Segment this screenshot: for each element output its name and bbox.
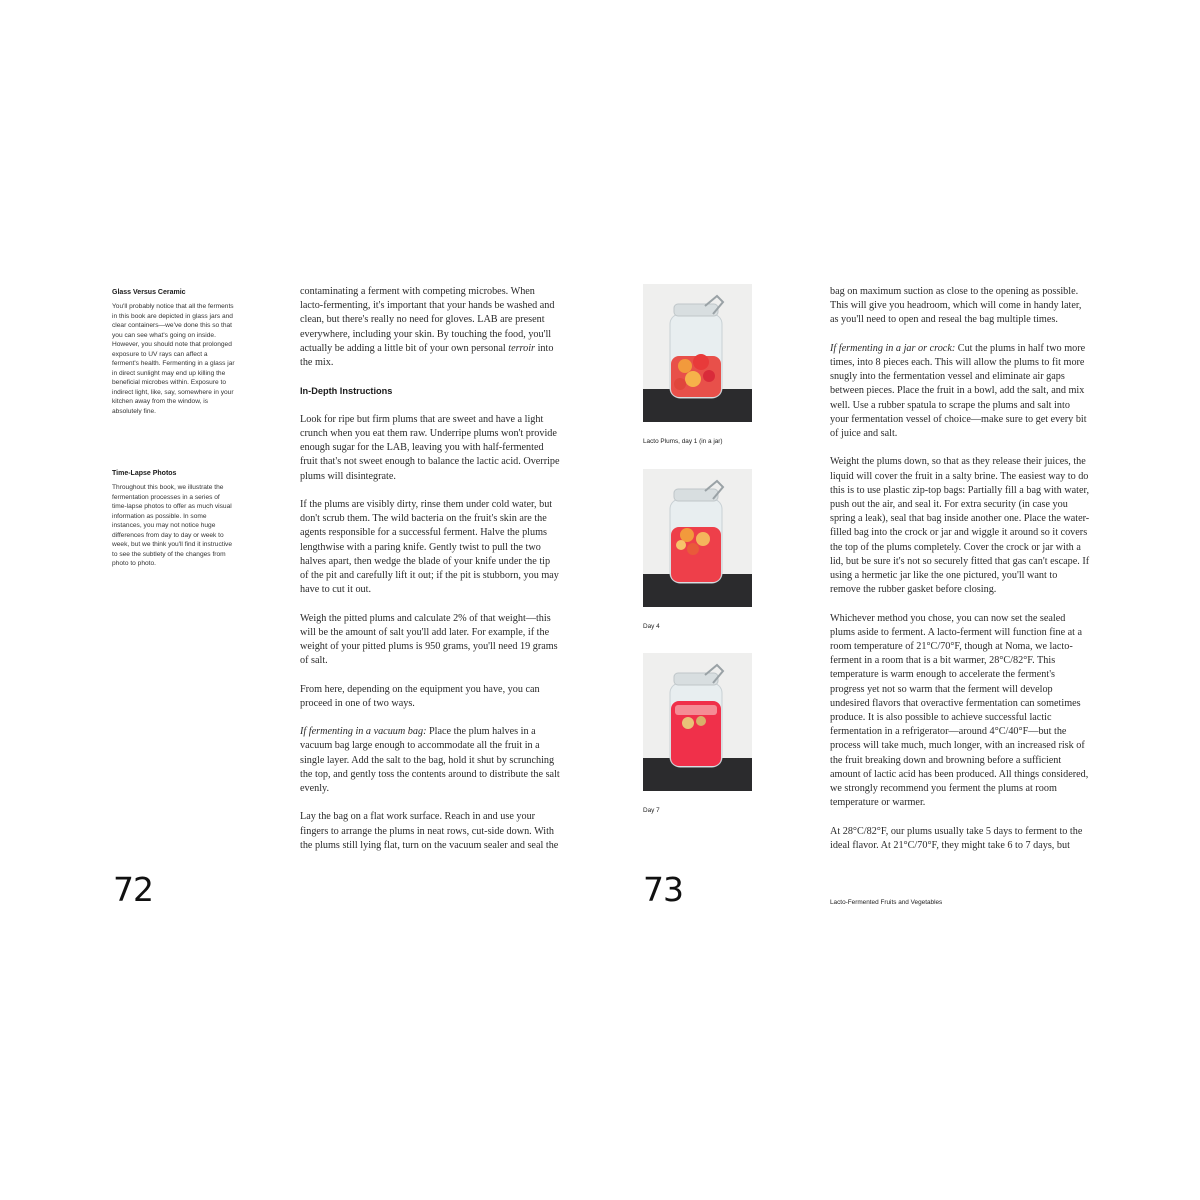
body-paragraph: If fermenting in a jar or crock: Cut the plums in half two more times, into 8 pieces each. This will allow the plums to fit more snugly into the fermentation vessel and eliminate air gaps between pieces. Place the fruit in a bowl, add the salt, and mix well. Use a rubber spatula to scrape the plums and salt into your fermentation vessel of choice—make sure to get every bit of juice and salt. xyxy=(830,342,1087,440)
body-paragraph: Whichever method you chose, you can now set the sealed plums aside to ferment. A lacto-ferment will function fine at a room temperature of 21°C/70°F, though at Noma, we lacto-ferment in a room that is a bit warmer, 28°C/82°F. This temperature is warm enough to accelerate the ferment's progress yet not so warm that the ferment will develop undesired flavors that overactive fermentation can sometimes produce. It is also possible to achieve successful lactic fermentation in a refrigerator—around 4°C/40°F—but the process will take much, much longer, with an increased risk of the fruit breaking down and browning before a sufficient amount of lactic acid has been produced. All things considered, we strongly recommend you ferment the plums at room temperature or warmer. xyxy=(830,612,1089,809)
jar-illustration xyxy=(643,284,752,422)
jar-illustration xyxy=(643,653,752,791)
body-paragraph: Weight the plums down, so that as they release their juices, the liquid will cover the fruit in a salty brine. The easiest way to do this is to use plastic zip-top bags: Partially fill a bag with water, push out the air, and seal it. For extra security (in case you spring a leak), seal that bag inside another one. Place the water-filled bag into the crock or jar and wiggle it around so it covers the top of the plums completely. Cover the crock or jar with a lid, but be sure it's not so securely fitted that gas can't escape. If using a hermetic jar like the one pictured, you'll want to remove the rubber gasket before closing. xyxy=(830,456,1090,596)
photo-caption: Day 7 xyxy=(643,807,660,814)
page-number-left: 72 xyxy=(113,870,153,909)
jar-photo-day-1 xyxy=(643,284,752,422)
sidebar-heading-time-lapse: Time-Lapse Photos xyxy=(112,470,177,477)
photo-caption: Lacto Plums, day 1 (in a jar) xyxy=(643,438,723,445)
right-body-column xyxy=(830,285,1090,867)
running-footer: Lacto-Fermented Fruits and Vegetables xyxy=(830,899,943,906)
left-body-column xyxy=(300,285,560,867)
body-paragraph: contaminating a ferment with competing microbes. When lacto-fermenting, it's important that your hands be washed and clean, but there's really no need for gloves. LAB are present everywhere, including your skin. By touching the food, you'll actually be adding a little bit of your own personal terroir into the mix. xyxy=(300,286,555,369)
sidebar-heading-glass: Glass Versus Ceramic xyxy=(112,289,186,296)
sidebar-note-time-lapse xyxy=(112,469,236,569)
jar-illustration xyxy=(643,469,752,607)
body-paragraph: At 28°C/82°F, our plums usually take 5 days to ferment to the ideal flavor. At 21°C/70°F, they might take 6 to 7 days, but xyxy=(830,825,1083,851)
body-paragraph: From here, depending on the equipment you have, you can proceed in one of two ways. xyxy=(300,683,540,709)
body-paragraph: bag on maximum suction as close to the opening as possible. This will give you headroom, which will come in handy later, as you'll need to open and reseal the bag multiple times. xyxy=(830,286,1082,326)
body-paragraph: Weigh the pitted plums and calculate 2% of that weight—this will be the amount of salt you'll add later. For example, if the weight of your pitted plums is 950 grams, you'll need 19 grams of salt. xyxy=(300,612,558,667)
section-heading: In-Depth Instructions xyxy=(300,386,393,397)
jar-photo-day-7 xyxy=(643,653,752,791)
sidebar-text-time-lapse: Throughout this book, we illustrate the fermentation processes in a series of time-lapse photos to offer as much visual information as possible. In some instances, you may not notice huge differences from day to day or week to week, but we think you'll find it instructive to see the subtlety of the changes from photo to photo. xyxy=(112,484,233,567)
sidebar-note-glass xyxy=(112,288,236,416)
sidebar-text-glass: You'll probably notice that all the ferments in this book are depicted in glass jars and clear containers—we've done this so that you can see what's going on inside. However, you should note that prolonged exposure to UV rays can affect a ferment's health. Fermenting in a glass jar in direct sunlight may end up killing the beneficial microbes within. Exposure to indirect light, like, say, somewhere in your kitchen away from the window, is absolutely fine. xyxy=(112,303,235,415)
body-paragraph: Look for ripe but firm plums that are sweet and have a light crunch when you eat them raw. Underripe plums won't provide enough sugar for the LAB, leaving you with half-fermented fruit that's not sweet enough to balance the lactic acid. Overripe plums will disintegrate. xyxy=(300,413,560,482)
page-number-right: 73 xyxy=(643,870,683,909)
body-paragraph: Lay the bag on a flat work surface. Reach in and use your fingers to arrange the plums in neat rows, cut-side down. With the plums still lying flat, turn on the vacuum sealer and seal the xyxy=(300,811,559,851)
body-paragraph: If fermenting in a vacuum bag: Place the plum halves in a vacuum bag large enough to accommodate all the fruit in a single layer. Add the salt to the bag, hold it shut by scrunching the top, and gently toss the contents around to distribute the salt evenly. xyxy=(300,726,560,795)
jar-photo-day-4 xyxy=(643,469,752,607)
photo-caption: Day 4 xyxy=(643,623,660,630)
body-paragraph: If the plums are visibly dirty, rinse them under cold water, but don't scrub them. The wild bacteria on the fruit's skin are the agents responsible for a successful ferment. Halve the plums lengthwise with a paring knife. Gently twist to pull the two halves apart, then wedge the blade of your knife under the tip of the pit and carefully lift it out; if the pit is stubborn, you may have to cut it out. xyxy=(300,499,559,596)
